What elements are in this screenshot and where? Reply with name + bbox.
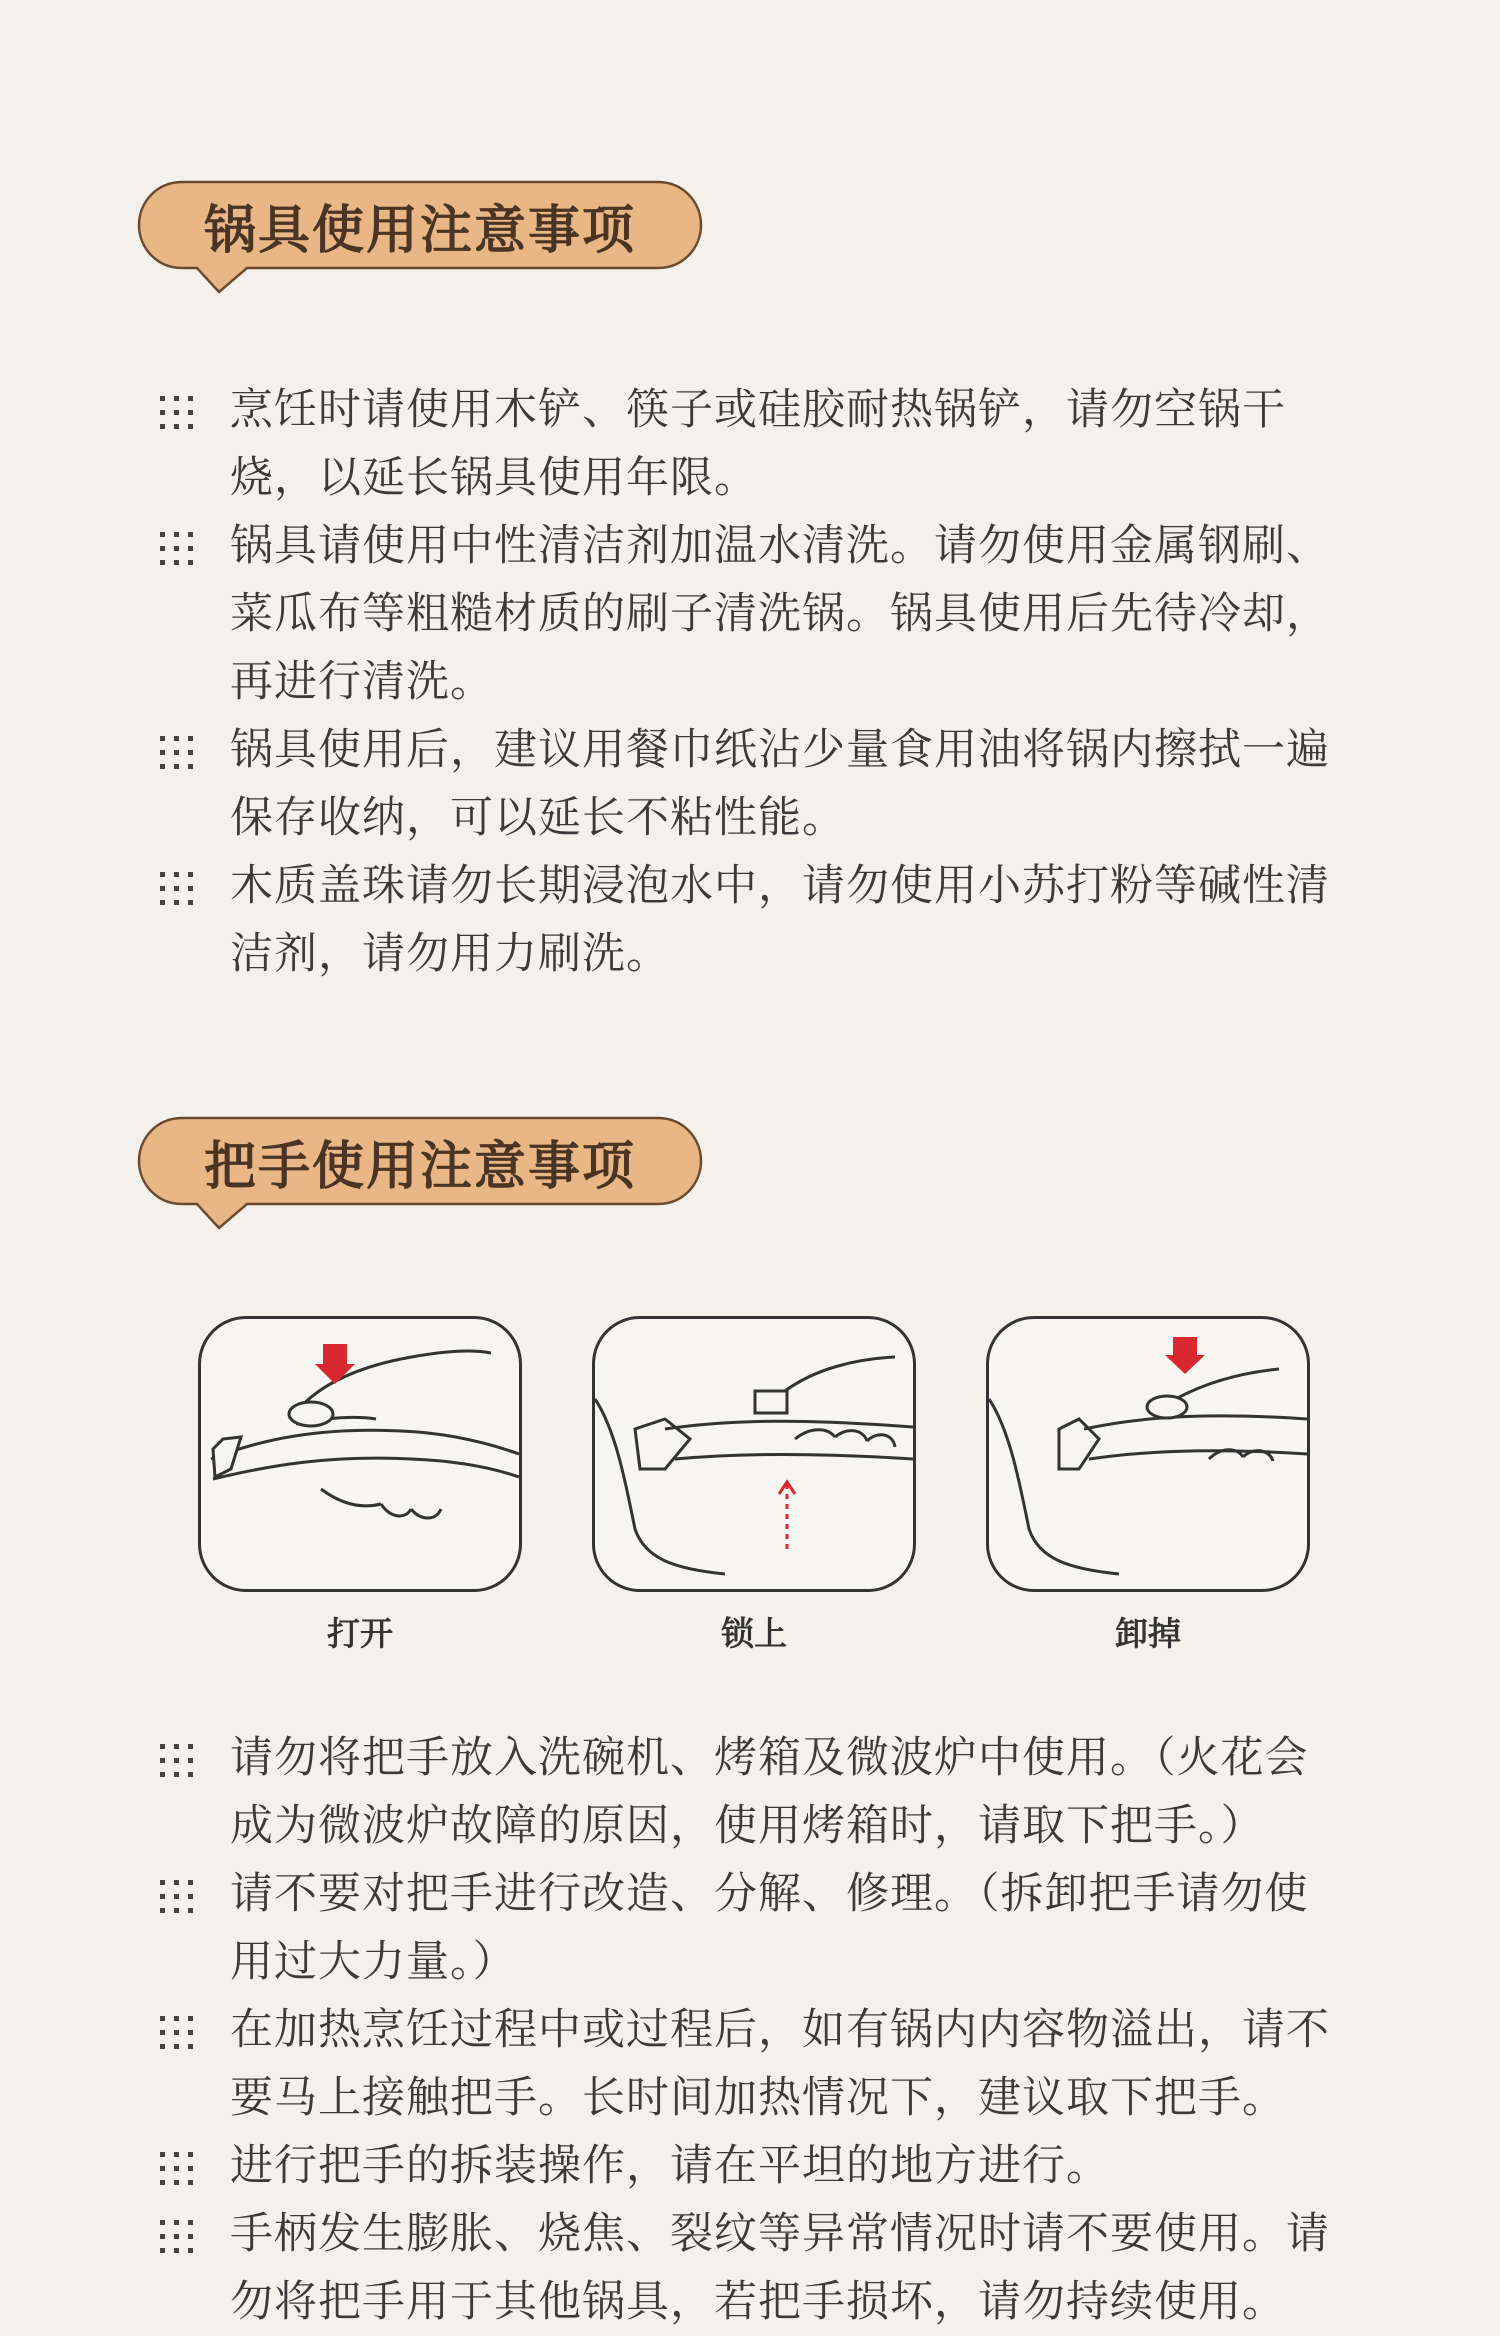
dots-grid-icon bbox=[158, 530, 196, 568]
illustration-caption: 打开 bbox=[327, 1614, 393, 1653]
list-item-text: 锅具使用后，建议用餐巾纸沾少量食用油将锅内擦拭一遍保存收纳，可以延长不粘性能。 bbox=[230, 725, 1330, 843]
list-item bbox=[150, 716, 1350, 852]
list-item bbox=[150, 512, 1350, 716]
section-title: 锅具使用注意事项 bbox=[203, 200, 636, 261]
handle-notes-list bbox=[150, 1724, 1350, 2336]
list-item bbox=[150, 2132, 1350, 2200]
dots-grid-icon bbox=[158, 2150, 196, 2188]
dots-grid-icon bbox=[158, 2014, 196, 2052]
dots-grid-icon bbox=[158, 734, 196, 772]
list-item-text: 进行把手的拆装操作，请在平坦的地方进行。 bbox=[230, 2141, 1110, 2191]
list-item bbox=[150, 1724, 1350, 1860]
illustration-frame bbox=[592, 1316, 916, 1592]
section-header-cookware bbox=[137, 180, 703, 274]
section-title: 把手使用注意事项 bbox=[203, 1136, 636, 1197]
dots-grid-icon bbox=[158, 870, 196, 908]
list-item bbox=[150, 376, 1350, 512]
pan-handle-icon bbox=[201, 1319, 519, 1589]
list-item-text: 锅具请使用中性清洁剂加温水清洗。请勿使用金属钢刷、菜瓜布等粗糙材质的刷子清洗锅。锅具使用后先待冷却，再进行清洗。 bbox=[230, 521, 1330, 707]
illustration-frame bbox=[198, 1316, 522, 1592]
list-item bbox=[150, 2200, 1350, 2336]
list-item bbox=[150, 1996, 1350, 2132]
list-item-text: 木质盖珠请勿长期浸泡水中，请勿使用小苏打粉等碱性清洁剂，请勿用力刷洗。 bbox=[230, 861, 1330, 979]
dots-grid-icon bbox=[158, 394, 196, 432]
list-item-text: 烹饪时请使用木铲、筷子或硅胶耐热锅铲，请勿空锅干烧，以延长锅具使用年限。 bbox=[230, 385, 1286, 503]
list-item bbox=[150, 852, 1350, 988]
illustration-open bbox=[198, 1316, 522, 1655]
dots-grid-icon bbox=[158, 1878, 196, 1916]
dots-grid-icon bbox=[158, 2218, 196, 2256]
illustration-lock bbox=[592, 1316, 916, 1655]
list-item bbox=[150, 1860, 1350, 1996]
list-item-text: 请不要对把手进行改造、分解、修理。（拆卸把手请勿使用过大力量。） bbox=[230, 1869, 1309, 1987]
illustration-remove bbox=[986, 1316, 1310, 1655]
pan-handle-icon bbox=[989, 1319, 1307, 1589]
list-item-text: 手柄发生膨胀、烧焦、裂纹等异常情况时请不要使用。请勿将把手用于其他锅具，若把手损坏，请勿持续使用。 bbox=[230, 2209, 1330, 2327]
illustration-caption: 锁上 bbox=[721, 1614, 787, 1653]
section-header-handle bbox=[137, 1116, 703, 1210]
illustration-frame bbox=[986, 1316, 1310, 1592]
list-item-text: 在加热烹饪过程中或过程后，如有锅内内容物溢出，请不要马上接触把手。长时间加热情况下，建议取下把手。 bbox=[230, 2005, 1330, 2123]
cookware-notes-list bbox=[150, 376, 1350, 988]
list-item-text: 请勿将把手放入洗碗机、烤箱及微波炉中使用。（火花会成为微波炉故障的原因，使用烤箱时，请取下把手。） bbox=[230, 1733, 1309, 1851]
illustration-caption: 卸掉 bbox=[1115, 1614, 1181, 1653]
pan-handle-icon bbox=[595, 1319, 913, 1589]
dots-grid-icon bbox=[158, 1742, 196, 1780]
